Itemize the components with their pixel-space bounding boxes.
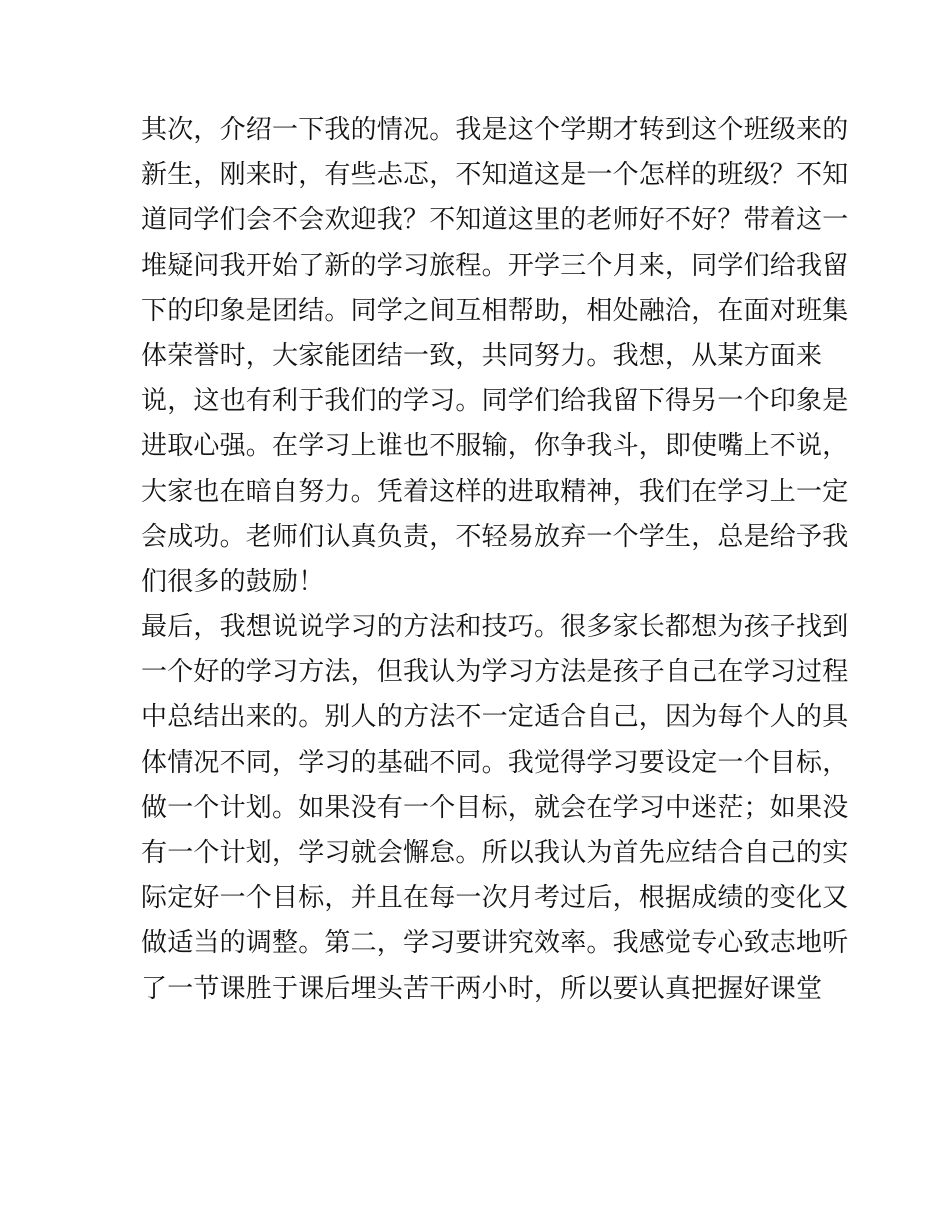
text-line: 了一节课胜于课后埋头苦干两小时，所以要认真把握好课堂 [141,973,823,1004]
text-line: 说，这也有利于我们的学习。同学们给我留下得另一个印象是 [141,386,849,417]
text-line: 进取心强。在学习上谁也不服输，你争我斗，即使嘴上不说， [141,431,849,462]
text-line: 大家也在暗自努力。凭着这样的进取精神，我们在学习上一定 [141,476,849,507]
text-line: 堆疑问我开始了新的学习旅程。开学三个月来，同学们给我留 [141,250,849,281]
text-line: 新生，刚来时，有些忐忑，不知道这是一个怎样的班级？不知 [141,160,849,191]
text-line: 其次，介绍一下我的情况。我是这个学期才转到这个班级来的 [141,115,849,145]
text-line: 体情况不同，学习的基础不同。我觉得学习要设定一个目标， [141,747,849,778]
text-line: 最后，我想说说学习的方法和技巧。很多家长都想为孩子找到 [141,612,849,643]
text-line: 有一个计划，学习就会懈怠。所以我认为首先应结合自己的实 [141,838,849,868]
text-line: 一个好的学习方法，但我认为学习方法是孩子自己在学习过程 [141,657,849,688]
text-line: 们很多的鼓励！ [141,566,325,597]
text-line: 体荣誉时，大家能团结一致，共同努力。我想，从某方面来 [141,340,823,371]
text-line: 中总结出来的。别人的方法不一定适合自己，因为每个人的具 [141,702,849,733]
text-line: 际定好一个目标，并且在每一次月考过后，根据成绩的变化又 [141,883,849,914]
document-body [141,108,849,1012]
text-line: 会成功。老师们认真负责，不轻易放弃一个学生，总是给予我 [141,521,849,552]
text-line: 做一个计划。如果没有一个目标，就会在学习中迷茫；如果没 [141,792,849,823]
text-line: 做适当的调整。第二，学习要讲究效率。我感觉专心致志地听 [141,928,849,959]
text-line: 下的印象是团结。同学之间互相帮助，相处融洽，在面对班集 [141,295,849,326]
text-line: 道同学们会不会欢迎我？不知道这里的老师好不好？带着这一 [141,205,849,236]
